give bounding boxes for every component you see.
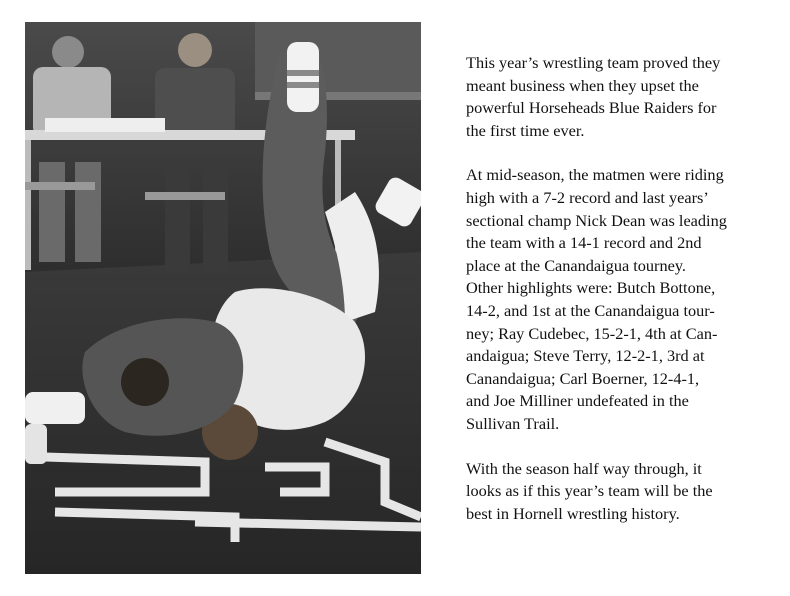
chair (25, 182, 95, 190)
photo-illustration (25, 22, 421, 574)
text-line: Sullivan Trail. (466, 413, 560, 433)
text-line: Canandaigua; Carl Boerner, 12-4-1, (466, 368, 700, 388)
text-line: At mid-season, the matmen were riding (466, 165, 724, 185)
text-line: and Joe Milliner undefeated in the (466, 391, 689, 411)
text-line: looks as if this year’s team will be the (466, 481, 713, 501)
text-line: With the season half way through, it (466, 458, 702, 478)
text-line: best in Hornell wrestling history. (466, 503, 680, 523)
text-line: meant business when they upset the (466, 75, 699, 95)
chair (145, 192, 225, 200)
text-line: This year’s wrestling team proved they (466, 53, 721, 72)
text-line: 14-2, and 1st at the Canandaigua tour- (466, 300, 715, 320)
text-line: powerful Horseheads Blue Raiders for (466, 98, 717, 118)
text-line: sectional champ Nick Dean was leading (466, 210, 727, 230)
scoreboard-device (45, 118, 165, 132)
text-line: Other highlights were: Butch Bottone, (466, 278, 716, 298)
text-line: the first time ever. (466, 120, 585, 140)
article-text (466, 52, 776, 547)
text-line: place at the Canandaigua tourney. (466, 255, 687, 275)
table-leg (25, 140, 31, 270)
text-line: the team with a 14-1 record and 2nd (466, 233, 702, 253)
paragraph-outlook (466, 458, 776, 526)
text-line: high with a 7-2 record and last years’ (466, 187, 709, 207)
wrestling-match-photo (25, 22, 421, 574)
text-line: ney; Ray Cudebec, 15-2-1, 4th at Can- (466, 323, 718, 343)
paragraph-highlights (466, 164, 776, 435)
text-line: andaigua; Steve Terry, 12-2-1, 3rd at (466, 346, 705, 366)
paragraph-intro (466, 52, 776, 142)
